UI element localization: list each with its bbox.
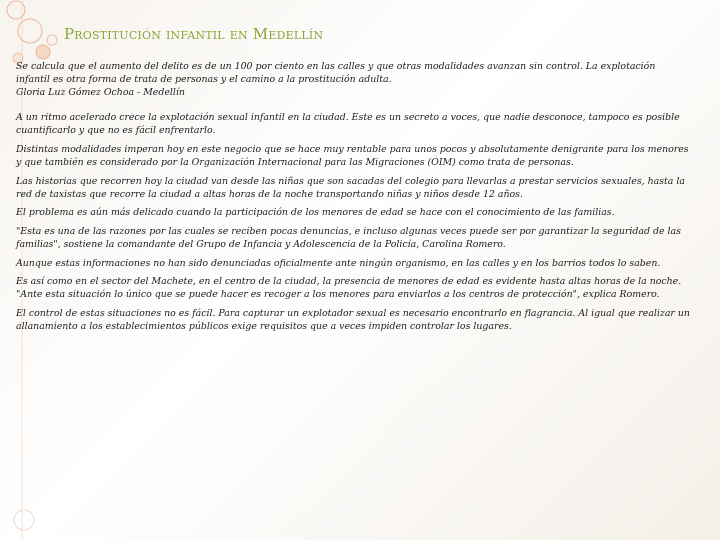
paragraph: "Esta es una de las razones por las cuales se reciben pocas denuncias, e incluso algunas veces puede ser por garantizar la seguridad de las familias", sostiene la comandante del Grupo de Infancia y Adolescencia de la Policía, Carolina Romero. bbox=[16, 225, 681, 251]
paragraph: El control de estas situaciones no es fácil. Para capturar un explotador sexual es necesario encontrarlo en flagrancia. Al igual que realizar un allanamiento a los establecimientos públicos exige requisitos que a veces impiden controlar los lugares. bbox=[16, 307, 690, 332]
decor-circle-3 bbox=[36, 45, 50, 59]
slide-title: Prostitución infantil en Medellín bbox=[64, 25, 324, 43]
paragraph-byline: Gloria Luz Gómez Ochoa - Medellín bbox=[16, 87, 185, 99]
paragraph: Las historias que recorren hoy la ciudad van desde las niñas que son sacadas del colegio para llevarlas a prestar servicios sexuales, hasta la red de taxistas que recorre la ciudad a altas horas de la noche transportando niñas y niños desde 12 años. bbox=[16, 175, 685, 200]
paragraph: Es así como en el sector del Machete, en el centro de la ciudad, la presencia de menores de edad es evidente hasta altas horas de la noche. "Ante esta situación lo único que se puede hacer es recoger a los menores para enviarlos a los centros de protección", explica Romero. bbox=[16, 276, 682, 301]
paragraph: A un ritmo acelerado crece la explotación sexual infantil en la ciudad. Este es un secreto a voces, que nadie desconoce, tampoco es posible cuantificarlo y que no es fácil enfrentarlo. bbox=[16, 112, 680, 137]
paragraph: Aunque estas informaciones no han sido denunciadas oficialmente ante ningún organismo, en las calles y en los barrios todos lo saben. bbox=[16, 257, 661, 269]
decor-circle-5 bbox=[47, 35, 57, 45]
paragraph: El problema es aún más delicado cuando la participación de los menores de edad se hace con el conocimiento de las familias. bbox=[16, 207, 615, 219]
paragraph: Distintas modalidades imperan hoy en este negocio que se hace muy rentable para unos pocos y absolutamente denigrante para los menores y que también es considerado por la Organización Internacional para las Migraciones (OIM) como trata de personas. bbox=[16, 143, 689, 169]
article-body bbox=[16, 60, 692, 339]
decor-circle-6 bbox=[14, 510, 34, 530]
paragraph-lead: Se calcula que el aumento del delito es de un 100 por ciento en las calles y que otras modalidades avanzan sin control. La explotación infantil es otra forma de trata de personas y el camino a la prostitución adulta. bbox=[16, 61, 656, 86]
